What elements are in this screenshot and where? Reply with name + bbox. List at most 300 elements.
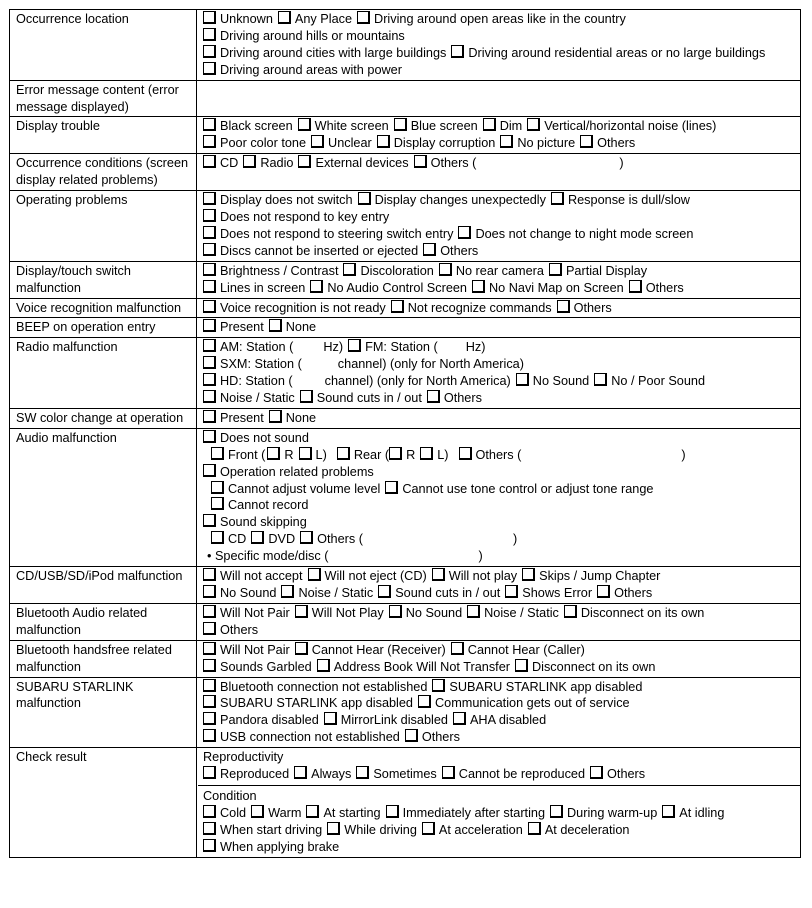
checkbox-option[interactable] xyxy=(459,448,686,462)
checkbox[interactable] xyxy=(467,605,480,618)
checkbox-option[interactable] xyxy=(203,340,343,354)
checkbox-option[interactable] xyxy=(564,606,704,620)
option-label: AM: Station ( xyxy=(220,340,294,355)
checkbox[interactable] xyxy=(311,135,324,148)
option-label: CD xyxy=(220,156,239,171)
checkbox[interactable] xyxy=(442,766,455,779)
checkbox-option[interactable] xyxy=(662,806,724,820)
option-line xyxy=(203,749,796,766)
checkbox-option[interactable] xyxy=(243,156,293,170)
checkbox-option[interactable] xyxy=(306,806,380,820)
checkbox[interactable] xyxy=(203,766,216,779)
option-label: L) xyxy=(315,447,327,462)
checkbox[interactable] xyxy=(278,11,291,24)
checkbox[interactable] xyxy=(203,622,216,635)
checkbox[interactable] xyxy=(343,263,356,276)
checkbox-option[interactable] xyxy=(203,431,309,445)
checkbox-option[interactable] xyxy=(251,532,295,546)
checkbox-option[interactable] xyxy=(203,411,264,425)
checkbox[interactable] xyxy=(203,822,216,835)
checkbox[interactable] xyxy=(564,605,577,618)
checkbox-option[interactable] xyxy=(386,806,545,820)
row-content xyxy=(197,261,801,298)
row-content xyxy=(197,567,801,604)
option-label: No picture xyxy=(517,136,576,151)
checkbox-option[interactable] xyxy=(377,136,496,150)
row-content xyxy=(197,318,801,338)
checkbox-option[interactable] xyxy=(203,156,238,170)
checkbox[interactable] xyxy=(337,447,350,460)
checkbox-option[interactable] xyxy=(211,532,246,546)
checkbox[interactable] xyxy=(203,263,216,276)
checkbox-option[interactable] xyxy=(343,264,433,278)
checkbox-option[interactable] xyxy=(281,586,373,600)
checkbox-option[interactable] xyxy=(203,840,339,854)
checkbox[interactable] xyxy=(422,822,435,835)
checkbox-option[interactable] xyxy=(203,63,402,77)
checkbox[interactable] xyxy=(203,11,216,24)
checkbox[interactable] xyxy=(298,155,311,168)
option-label: Sound cuts in / out xyxy=(395,586,501,600)
checkbox[interactable] xyxy=(358,192,371,205)
checkbox[interactable] xyxy=(295,642,308,655)
checkbox-option[interactable] xyxy=(358,193,546,207)
checkbox-option[interactable] xyxy=(527,119,716,133)
checkbox-option[interactable] xyxy=(414,156,477,170)
paren-close: ) xyxy=(512,532,518,547)
checkbox-option[interactable] xyxy=(317,660,510,674)
checkbox[interactable] xyxy=(295,605,308,618)
checkbox-option[interactable] xyxy=(308,569,427,583)
option-label: Blue screen xyxy=(410,119,478,134)
checkbox[interactable] xyxy=(203,339,216,352)
option-line xyxy=(203,209,796,226)
checkbox[interactable] xyxy=(203,45,216,58)
option-label: Reproduced xyxy=(220,767,290,782)
checkbox-option[interactable] xyxy=(203,374,511,388)
option-label: No Sound xyxy=(532,374,590,389)
checkbox-option[interactable] xyxy=(203,823,322,837)
checkbox[interactable] xyxy=(203,585,216,598)
option-label: SXM: Station ( xyxy=(220,357,302,372)
checkbox-option[interactable] xyxy=(211,498,308,512)
checkbox[interactable] xyxy=(378,585,391,598)
checkbox[interactable] xyxy=(300,390,313,403)
option-line xyxy=(203,118,796,135)
option-label: AHA disabled xyxy=(469,713,547,728)
checkbox[interactable] xyxy=(414,155,427,168)
option-line xyxy=(203,497,796,514)
checkbox[interactable] xyxy=(203,679,216,692)
checkbox-option[interactable] xyxy=(203,210,389,224)
row-content xyxy=(197,10,801,81)
checkbox[interactable] xyxy=(594,373,607,386)
checkbox[interactable] xyxy=(527,118,540,131)
option-line xyxy=(203,766,796,783)
checkbox[interactable] xyxy=(269,319,282,332)
checkbox-option[interactable] xyxy=(327,823,417,837)
checkbox[interactable] xyxy=(662,805,675,818)
checkbox[interactable] xyxy=(549,263,562,276)
checkbox[interactable] xyxy=(203,155,216,168)
checkbox-option[interactable] xyxy=(203,227,453,241)
checkbox[interactable] xyxy=(203,135,216,148)
checkbox[interactable] xyxy=(211,481,224,494)
checkbox-option[interactable] xyxy=(597,586,652,600)
checkbox[interactable] xyxy=(405,729,418,742)
checkbox-option[interactable] xyxy=(278,12,352,26)
checkbox-option[interactable] xyxy=(451,46,765,60)
checkbox[interactable] xyxy=(528,822,541,835)
checkbox-option[interactable] xyxy=(515,660,655,674)
checkbox-option[interactable] xyxy=(203,586,276,600)
checkbox[interactable] xyxy=(203,605,216,618)
checkbox-option[interactable] xyxy=(203,29,405,43)
checkbox-option[interactable] xyxy=(203,46,446,60)
checkbox-option[interactable] xyxy=(389,448,415,462)
checkbox[interactable] xyxy=(391,300,404,313)
checkbox[interactable] xyxy=(203,226,216,239)
checkbox-option[interactable] xyxy=(300,391,422,405)
checkbox[interactable] xyxy=(203,712,216,725)
checkbox[interactable] xyxy=(394,118,407,131)
option-line xyxy=(203,62,796,79)
checkbox[interactable] xyxy=(310,280,323,293)
checkbox-option[interactable] xyxy=(251,806,301,820)
checkbox-option[interactable] xyxy=(203,696,413,710)
checkbox[interactable] xyxy=(211,497,224,510)
row-label: Display/touch switch malfunction xyxy=(10,261,197,298)
checkbox[interactable] xyxy=(515,659,528,672)
checkbox-option[interactable] xyxy=(467,606,559,620)
checkbox-option[interactable] xyxy=(203,119,293,133)
checkbox[interactable] xyxy=(203,356,216,369)
row-label: Error message content (error message displayed) xyxy=(10,80,197,117)
checkbox-option[interactable] xyxy=(299,448,327,462)
checkbox[interactable] xyxy=(472,280,485,293)
checkbox-option[interactable] xyxy=(505,586,592,600)
row-content xyxy=(197,640,801,677)
checkbox[interactable] xyxy=(203,464,216,477)
checkbox[interactable] xyxy=(251,531,264,544)
error-message-field[interactable] xyxy=(197,80,801,117)
checkbox[interactable] xyxy=(306,805,319,818)
checkbox-option[interactable] xyxy=(269,320,316,334)
checkbox[interactable] xyxy=(203,839,216,852)
checkbox-option[interactable] xyxy=(203,301,386,315)
checkbox-option[interactable] xyxy=(295,606,384,620)
checkbox-option[interactable] xyxy=(203,391,295,405)
checkbox[interactable] xyxy=(203,118,216,131)
checkbox[interactable] xyxy=(203,300,216,313)
checkbox-option[interactable] xyxy=(294,767,351,781)
checkbox[interactable] xyxy=(300,531,313,544)
option-line xyxy=(203,712,796,729)
row-label: Occurrence location xyxy=(10,10,197,81)
option-line xyxy=(203,622,796,639)
checkbox-option[interactable] xyxy=(385,482,653,496)
checkbox-option[interactable] xyxy=(357,12,626,26)
checkbox-option[interactable] xyxy=(203,465,374,479)
checkbox[interactable] xyxy=(203,28,216,41)
checkbox-option[interactable] xyxy=(203,806,246,820)
checkbox[interactable] xyxy=(203,642,216,655)
checkbox[interactable] xyxy=(483,118,496,131)
form-row xyxy=(10,191,801,262)
checkbox-option[interactable] xyxy=(300,532,517,546)
option-label: Others xyxy=(440,243,479,258)
checkbox-option[interactable] xyxy=(311,136,372,150)
checkbox-option[interactable] xyxy=(203,606,290,620)
checkbox[interactable] xyxy=(203,390,216,403)
option-label: Will not accept xyxy=(220,569,303,584)
checkbox[interactable] xyxy=(203,729,216,742)
checkbox-option[interactable] xyxy=(337,448,454,462)
checkbox[interactable] xyxy=(299,447,312,460)
checkbox-option[interactable] xyxy=(483,119,523,133)
checkbox[interactable] xyxy=(386,805,399,818)
checkbox[interactable] xyxy=(597,585,610,598)
checkbox[interactable] xyxy=(389,605,402,618)
checkbox[interactable] xyxy=(203,192,216,205)
checkbox-option[interactable] xyxy=(458,227,693,241)
checkbox-option[interactable] xyxy=(405,730,460,744)
checkbox[interactable] xyxy=(324,712,337,725)
checkbox[interactable] xyxy=(281,585,294,598)
checkbox[interactable] xyxy=(427,390,440,403)
checkbox-option[interactable] xyxy=(394,119,478,133)
option-label: Others ( xyxy=(475,447,522,462)
checkbox[interactable] xyxy=(203,514,216,527)
checkbox-option[interactable] xyxy=(420,448,448,462)
checkbox[interactable] xyxy=(418,695,431,708)
checkbox-option[interactable] xyxy=(551,193,690,207)
checkbox-option[interactable] xyxy=(378,586,500,600)
checkbox[interactable] xyxy=(505,585,518,598)
checkbox-option[interactable] xyxy=(298,119,389,133)
checkbox-option[interactable] xyxy=(203,12,273,26)
option-label: L) xyxy=(437,447,449,462)
checkbox-option[interactable] xyxy=(442,767,585,781)
option-label: Bluetooth connection not established xyxy=(220,679,428,694)
checkbox[interactable] xyxy=(500,135,513,148)
checkbox-option[interactable] xyxy=(203,730,400,744)
option-label: Address Book Will Not Transfer xyxy=(333,659,510,674)
form-row xyxy=(10,428,801,566)
checkbox-option[interactable] xyxy=(203,569,303,583)
checkbox-option[interactable] xyxy=(389,606,462,620)
checkbox[interactable] xyxy=(298,118,311,131)
row-content xyxy=(197,677,801,748)
checkbox-option[interactable] xyxy=(203,193,353,207)
checkbox-option[interactable] xyxy=(310,281,467,295)
option-label: Unclear xyxy=(328,136,372,151)
option-label: Cannot use tone control or adjust tone range xyxy=(402,481,654,496)
checkbox-option[interactable] xyxy=(211,448,332,462)
checkbox[interactable] xyxy=(203,209,216,222)
checkbox-option[interactable] xyxy=(203,643,290,657)
checkbox[interactable] xyxy=(269,410,282,423)
checkbox[interactable] xyxy=(317,659,330,672)
checkbox[interactable] xyxy=(377,135,390,148)
form-row xyxy=(10,298,801,318)
option-label: Display corruption xyxy=(393,136,496,151)
checkbox-option[interactable] xyxy=(211,482,380,496)
option-label: No / Poor Sound xyxy=(611,374,706,389)
option-line xyxy=(203,822,796,839)
checkbox-option[interactable] xyxy=(418,696,630,710)
option-line xyxy=(203,155,796,172)
checkbox[interactable] xyxy=(308,568,321,581)
checkbox-option[interactable] xyxy=(203,320,264,334)
option-label: FM: Station ( xyxy=(365,340,438,355)
checkbox-option[interactable] xyxy=(629,281,684,295)
option-label: Will Not Pair xyxy=(220,605,290,620)
checkbox[interactable] xyxy=(557,300,570,313)
checkbox-option[interactable] xyxy=(557,301,612,315)
checkbox[interactable] xyxy=(356,766,369,779)
checkbox[interactable] xyxy=(203,280,216,293)
checkbox[interactable] xyxy=(357,11,370,24)
form-row xyxy=(10,567,801,604)
checkbox[interactable] xyxy=(203,62,216,75)
option-label: Poor color tone xyxy=(220,136,307,151)
checkbox-option[interactable] xyxy=(432,569,517,583)
checkbox-option[interactable] xyxy=(391,301,552,315)
checkbox[interactable] xyxy=(203,243,216,256)
checkbox-option[interactable] xyxy=(528,823,630,837)
checkbox[interactable] xyxy=(327,822,340,835)
checkbox[interactable] xyxy=(211,531,224,544)
checkbox-option[interactable] xyxy=(356,767,436,781)
option-label: Voice recognition is not ready xyxy=(220,300,386,315)
checkbox-option[interactable] xyxy=(298,156,408,170)
checkbox-option[interactable] xyxy=(451,643,585,657)
checkbox-option[interactable] xyxy=(203,264,338,278)
option-label: Warm xyxy=(268,805,302,820)
checkbox[interactable] xyxy=(203,373,216,386)
checkbox-option[interactable] xyxy=(295,643,446,657)
checkbox[interactable] xyxy=(385,481,398,494)
checkbox[interactable] xyxy=(203,805,216,818)
checkbox[interactable] xyxy=(522,568,535,581)
checkbox[interactable] xyxy=(243,155,256,168)
option-label: Others ( xyxy=(317,532,363,547)
checkbox[interactable] xyxy=(420,447,433,460)
checkbox-option[interactable] xyxy=(500,136,575,150)
option-label: No Sound xyxy=(405,605,463,620)
row-content xyxy=(197,338,801,409)
option-label: Present xyxy=(220,320,264,335)
checkbox-option[interactable] xyxy=(550,806,657,820)
option-line xyxy=(203,605,796,622)
checkbox-option[interactable] xyxy=(203,515,307,529)
checkbox-option[interactable] xyxy=(453,713,546,727)
checkbox[interactable] xyxy=(203,568,216,581)
option-label: Operation related problems xyxy=(220,464,374,479)
checkbox[interactable] xyxy=(203,410,216,423)
checkbox[interactable] xyxy=(590,766,603,779)
option-label: Partial Display xyxy=(565,263,648,278)
option-label: Rear ( xyxy=(353,447,390,462)
checkbox-option[interactable] xyxy=(203,623,258,637)
checkbox-option[interactable] xyxy=(269,411,316,425)
checkbox[interactable] xyxy=(432,679,445,692)
checkbox-option[interactable] xyxy=(549,264,647,278)
checkbox[interactable] xyxy=(439,263,452,276)
option-line xyxy=(203,805,796,822)
checkbox-option[interactable] xyxy=(516,374,589,388)
checkbox-option[interactable] xyxy=(267,448,293,462)
checkbox-option[interactable] xyxy=(472,281,624,295)
checkbox[interactable] xyxy=(389,447,402,460)
checkbox[interactable] xyxy=(629,280,642,293)
option-line xyxy=(203,464,796,481)
checkbox[interactable] xyxy=(451,642,464,655)
checkbox[interactable] xyxy=(459,447,472,460)
checkbox[interactable] xyxy=(294,766,307,779)
paren-close: ) xyxy=(478,549,483,564)
checkbox[interactable] xyxy=(451,45,464,58)
checkbox-option[interactable] xyxy=(580,136,635,150)
checkbox[interactable] xyxy=(211,447,224,460)
form-row xyxy=(10,80,801,117)
checkbox-option[interactable] xyxy=(203,680,427,694)
option-line xyxy=(203,839,796,856)
checkbox-option[interactable] xyxy=(423,244,478,258)
checkbox-option[interactable] xyxy=(203,244,418,258)
checkbox-option[interactable] xyxy=(348,340,485,354)
checkbox-option[interactable] xyxy=(427,391,482,405)
option-label: Noise / Static xyxy=(220,391,295,406)
checkbox-option[interactable] xyxy=(522,569,660,583)
checkbox[interactable] xyxy=(203,659,216,672)
checkbox[interactable] xyxy=(458,226,471,239)
option-line xyxy=(203,679,796,696)
checkbox-option[interactable] xyxy=(590,767,645,781)
checkbox[interactable] xyxy=(423,243,436,256)
checkbox-option[interactable] xyxy=(324,713,448,727)
option-line xyxy=(203,585,796,602)
checkbox-option[interactable] xyxy=(432,680,642,694)
option-label: Will not eject (CD) xyxy=(324,569,427,584)
checkbox[interactable] xyxy=(453,712,466,725)
checkbox[interactable] xyxy=(550,805,563,818)
option-label: Cannot Hear (Caller) xyxy=(467,642,585,657)
checkbox[interactable] xyxy=(203,319,216,332)
checkbox-option[interactable] xyxy=(439,264,544,278)
checkbox-option[interactable] xyxy=(203,281,305,295)
checkbox-option[interactable] xyxy=(203,357,524,371)
checkbox-option[interactable] xyxy=(203,767,289,781)
checkbox[interactable] xyxy=(580,135,593,148)
checkbox[interactable] xyxy=(432,568,445,581)
checkbox[interactable] xyxy=(203,695,216,708)
checkbox[interactable] xyxy=(551,192,564,205)
checkbox[interactable] xyxy=(251,805,264,818)
checkbox[interactable] xyxy=(516,373,529,386)
checkbox[interactable] xyxy=(203,430,216,443)
checkbox-option[interactable] xyxy=(422,823,523,837)
checkbox-option[interactable] xyxy=(203,660,312,674)
checkbox[interactable] xyxy=(267,447,280,460)
checkbox[interactable] xyxy=(348,339,361,352)
checkbox-option[interactable] xyxy=(203,136,306,150)
checkbox-option[interactable] xyxy=(594,374,705,388)
option-label: CD xyxy=(228,532,247,547)
checkbox-option[interactable] xyxy=(203,713,319,727)
specific-mode-label: • Specific mode/disc ( xyxy=(207,549,329,564)
